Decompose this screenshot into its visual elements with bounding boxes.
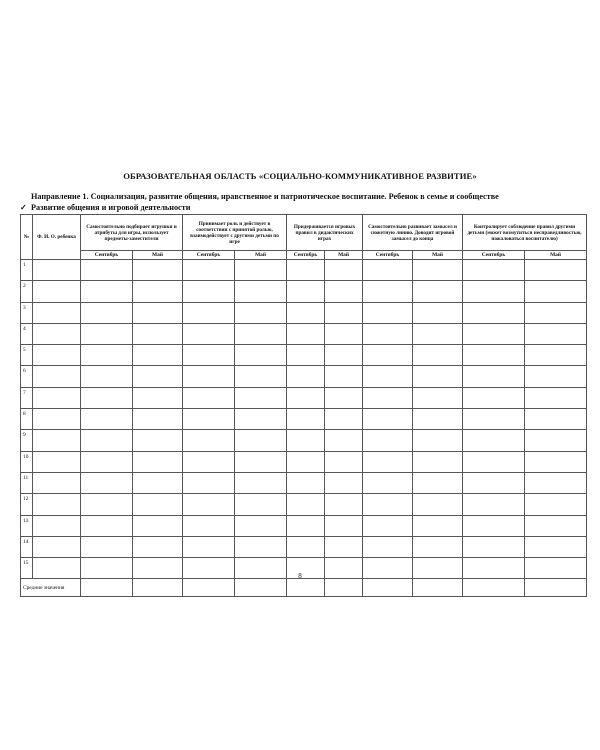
score-cell[interactable] bbox=[235, 494, 287, 515]
score-cell[interactable] bbox=[463, 409, 525, 430]
score-cell[interactable] bbox=[363, 345, 413, 366]
score-cell[interactable] bbox=[183, 260, 235, 281]
score-cell[interactable] bbox=[133, 451, 183, 472]
score-cell[interactable] bbox=[463, 494, 525, 515]
score-cell[interactable] bbox=[183, 472, 235, 493]
score-cell[interactable] bbox=[81, 536, 133, 557]
row-number: 4 bbox=[21, 323, 33, 344]
score-cell[interactable] bbox=[463, 281, 525, 302]
child-name-cell[interactable] bbox=[33, 366, 81, 387]
score-cell[interactable] bbox=[235, 409, 287, 430]
table-body bbox=[21, 260, 587, 597]
table-row bbox=[21, 387, 587, 408]
score-cell[interactable] bbox=[463, 430, 525, 451]
score-cell[interactable] bbox=[325, 430, 363, 451]
score-cell[interactable] bbox=[81, 451, 133, 472]
score-cell[interactable] bbox=[463, 387, 525, 408]
header-child-name: Ф. И. О. ребенка bbox=[33, 215, 81, 260]
section-title: ОБРАЗОВАТЕЛЬНАЯ ОБЛАСТЬ «СОЦИАЛЬНО-КОММУНИКАТИВНОЕ РАЗВИТИЕ» bbox=[123, 171, 477, 181]
period-may: Май bbox=[525, 251, 587, 260]
score-cell[interactable] bbox=[525, 260, 587, 281]
score-cell[interactable] bbox=[133, 430, 183, 451]
score-cell[interactable] bbox=[133, 494, 183, 515]
period-september: Сентябрь bbox=[183, 251, 235, 260]
score-cell[interactable] bbox=[235, 536, 287, 557]
score-cell[interactable] bbox=[133, 345, 183, 366]
child-name-cell[interactable] bbox=[33, 472, 81, 493]
score-cell[interactable] bbox=[463, 472, 525, 493]
score-cell[interactable] bbox=[81, 281, 133, 302]
score-cell[interactable] bbox=[325, 472, 363, 493]
score-cell[interactable] bbox=[287, 430, 325, 451]
score-cell[interactable] bbox=[413, 430, 463, 451]
score-cell[interactable] bbox=[287, 515, 325, 536]
child-name-cell[interactable] bbox=[33, 430, 81, 451]
score-cell[interactable] bbox=[235, 323, 287, 344]
table-row bbox=[21, 494, 587, 515]
score-cell[interactable] bbox=[81, 387, 133, 408]
score-cell[interactable] bbox=[363, 494, 413, 515]
period-may: Май bbox=[133, 251, 183, 260]
score-cell[interactable] bbox=[363, 302, 413, 323]
score-cell[interactable] bbox=[235, 472, 287, 493]
child-name-cell[interactable] bbox=[33, 451, 81, 472]
score-cell[interactable] bbox=[133, 515, 183, 536]
score-cell[interactable] bbox=[413, 536, 463, 557]
score-cell[interactable] bbox=[81, 366, 133, 387]
score-cell[interactable] bbox=[413, 451, 463, 472]
score-cell[interactable] bbox=[183, 302, 235, 323]
period-september: Сентябрь bbox=[287, 251, 325, 260]
score-cell[interactable] bbox=[363, 430, 413, 451]
score-cell[interactable] bbox=[183, 281, 235, 302]
score-cell[interactable] bbox=[525, 345, 587, 366]
score-cell[interactable] bbox=[363, 536, 413, 557]
row-number: 10 bbox=[21, 451, 33, 472]
score-cell[interactable] bbox=[81, 345, 133, 366]
score-cell[interactable] bbox=[183, 515, 235, 536]
row-number: 6 bbox=[21, 366, 33, 387]
checkmark-icon: ✓ bbox=[20, 203, 27, 212]
row-number: 7 bbox=[21, 387, 33, 408]
score-cell[interactable] bbox=[413, 515, 463, 536]
score-cell[interactable] bbox=[183, 387, 235, 408]
subsection-label: Развитие общения и игровой деятельности bbox=[31, 203, 191, 212]
average-label: Средние значения bbox=[21, 579, 81, 597]
child-name-cell[interactable] bbox=[33, 260, 81, 281]
score-cell[interactable] bbox=[235, 387, 287, 408]
score-cell[interactable] bbox=[287, 536, 325, 557]
average-cell[interactable] bbox=[287, 579, 325, 597]
row-number: 15 bbox=[21, 558, 33, 579]
score-cell[interactable] bbox=[525, 323, 587, 344]
page-number: 8 bbox=[298, 572, 302, 580]
period-september: Сентябрь bbox=[81, 251, 133, 260]
row-number: 8 bbox=[21, 409, 33, 430]
score-cell[interactable] bbox=[287, 494, 325, 515]
table-row bbox=[21, 345, 587, 366]
average-cell[interactable] bbox=[183, 579, 235, 597]
row-number: 12 bbox=[21, 494, 33, 515]
period-september: Сентябрь bbox=[463, 251, 525, 260]
score-cell[interactable] bbox=[413, 387, 463, 408]
child-name-cell[interactable] bbox=[33, 515, 81, 536]
score-cell[interactable] bbox=[287, 345, 325, 366]
row-number: 1 bbox=[21, 260, 33, 281]
row-number: 2 bbox=[21, 281, 33, 302]
score-cell[interactable] bbox=[325, 387, 363, 408]
table-row bbox=[21, 302, 587, 323]
score-cell[interactable] bbox=[525, 387, 587, 408]
score-cell[interactable] bbox=[363, 451, 413, 472]
table-row bbox=[21, 409, 587, 430]
score-cell[interactable] bbox=[325, 515, 363, 536]
score-cell[interactable] bbox=[183, 409, 235, 430]
score-cell[interactable] bbox=[325, 345, 363, 366]
row-number: 5 bbox=[21, 345, 33, 366]
score-cell[interactable] bbox=[81, 430, 133, 451]
score-cell[interactable] bbox=[525, 451, 587, 472]
score-cell[interactable] bbox=[81, 472, 133, 493]
child-name-cell[interactable] bbox=[33, 494, 81, 515]
child-name-cell[interactable] bbox=[33, 345, 81, 366]
score-cell[interactable] bbox=[325, 536, 363, 557]
score-cell[interactable] bbox=[183, 345, 235, 366]
score-cell[interactable] bbox=[413, 345, 463, 366]
average-row bbox=[21, 579, 587, 597]
assessment-table bbox=[20, 214, 587, 597]
score-cell[interactable] bbox=[363, 472, 413, 493]
period-may: Май bbox=[325, 251, 363, 260]
score-cell[interactable] bbox=[133, 281, 183, 302]
score-cell[interactable] bbox=[235, 430, 287, 451]
score-cell[interactable] bbox=[235, 260, 287, 281]
score-cell[interactable] bbox=[81, 409, 133, 430]
table-row bbox=[21, 515, 587, 536]
score-cell[interactable] bbox=[363, 281, 413, 302]
score-cell[interactable] bbox=[287, 281, 325, 302]
header-criterion-3: Придерживается игровых правил в дидактических играх bbox=[287, 215, 363, 251]
score-cell[interactable] bbox=[235, 515, 287, 536]
row-number: 14 bbox=[21, 536, 33, 557]
score-cell[interactable] bbox=[413, 409, 463, 430]
average-cell[interactable] bbox=[235, 579, 287, 597]
score-cell[interactable] bbox=[235, 366, 287, 387]
header-number: № bbox=[21, 215, 33, 260]
row-number: 3 bbox=[21, 302, 33, 323]
score-cell[interactable] bbox=[525, 536, 587, 557]
table-row bbox=[21, 451, 587, 472]
score-cell[interactable] bbox=[363, 260, 413, 281]
score-cell[interactable] bbox=[235, 451, 287, 472]
score-cell[interactable] bbox=[463, 323, 525, 344]
average-cell[interactable] bbox=[133, 579, 183, 597]
table-row bbox=[21, 323, 587, 344]
score-cell[interactable] bbox=[363, 366, 413, 387]
period-may: Май bbox=[235, 251, 287, 260]
score-cell[interactable] bbox=[287, 409, 325, 430]
child-name-cell[interactable] bbox=[33, 323, 81, 344]
score-cell[interactable] bbox=[463, 345, 525, 366]
child-name-cell[interactable] bbox=[33, 536, 81, 557]
header-criterion-4: Самостоятельно развивает замысел и сюжетную линию. Доводит игровой замысел до конца bbox=[363, 215, 463, 251]
score-cell[interactable] bbox=[183, 451, 235, 472]
score-cell[interactable] bbox=[81, 323, 133, 344]
period-september: Сентябрь bbox=[363, 251, 413, 260]
table-row bbox=[21, 536, 587, 557]
score-cell[interactable] bbox=[363, 409, 413, 430]
score-cell[interactable] bbox=[363, 515, 413, 536]
average-cell[interactable] bbox=[463, 579, 525, 597]
average-cell[interactable] bbox=[363, 579, 413, 597]
score-cell[interactable] bbox=[413, 260, 463, 281]
row-number: 13 bbox=[21, 515, 33, 536]
score-cell[interactable] bbox=[235, 345, 287, 366]
score-cell[interactable] bbox=[81, 515, 133, 536]
score-cell[interactable] bbox=[525, 281, 587, 302]
score-cell[interactable] bbox=[235, 302, 287, 323]
score-cell[interactable] bbox=[287, 302, 325, 323]
score-cell[interactable] bbox=[133, 323, 183, 344]
score-cell[interactable] bbox=[525, 430, 587, 451]
score-cell[interactable] bbox=[325, 281, 363, 302]
score-cell[interactable] bbox=[413, 366, 463, 387]
score-cell[interactable] bbox=[81, 494, 133, 515]
score-cell[interactable] bbox=[133, 472, 183, 493]
score-cell[interactable] bbox=[325, 366, 363, 387]
score-cell[interactable] bbox=[525, 366, 587, 387]
score-cell[interactable] bbox=[325, 260, 363, 281]
subsection-heading bbox=[20, 202, 190, 212]
score-cell[interactable] bbox=[325, 323, 363, 344]
header-criterion-1: Самостоятельно подбирает игрушки и атрибуты для игры, использует предметы-заместители bbox=[81, 215, 183, 251]
child-name-cell[interactable] bbox=[33, 387, 81, 408]
score-cell[interactable] bbox=[287, 387, 325, 408]
score-cell[interactable] bbox=[325, 451, 363, 472]
score-cell[interactable] bbox=[325, 409, 363, 430]
score-cell[interactable] bbox=[81, 302, 133, 323]
score-cell[interactable] bbox=[325, 494, 363, 515]
score-cell[interactable] bbox=[133, 260, 183, 281]
child-name-cell[interactable] bbox=[33, 281, 81, 302]
score-cell[interactable] bbox=[133, 302, 183, 323]
score-cell[interactable] bbox=[183, 366, 235, 387]
average-cell[interactable] bbox=[325, 579, 363, 597]
table-row bbox=[21, 430, 587, 451]
period-may: Май bbox=[413, 251, 463, 260]
average-cell[interactable] bbox=[413, 579, 463, 597]
score-cell[interactable] bbox=[287, 260, 325, 281]
score-cell[interactable] bbox=[413, 472, 463, 493]
score-cell[interactable] bbox=[413, 494, 463, 515]
score-cell[interactable] bbox=[463, 515, 525, 536]
table-row bbox=[21, 472, 587, 493]
header-criterion-5: Контролирует соблюдение правил другими детьми (может возмутиться несправедливостью, пожаловаться воспитателю) bbox=[463, 215, 587, 251]
score-cell[interactable] bbox=[363, 387, 413, 408]
score-cell[interactable] bbox=[287, 323, 325, 344]
score-cell[interactable] bbox=[413, 323, 463, 344]
score-cell[interactable] bbox=[133, 409, 183, 430]
score-cell[interactable] bbox=[463, 366, 525, 387]
score-cell[interactable] bbox=[463, 260, 525, 281]
period-header-row bbox=[21, 251, 587, 260]
table-row bbox=[21, 366, 587, 387]
score-cell[interactable] bbox=[525, 409, 587, 430]
score-cell[interactable] bbox=[525, 515, 587, 536]
header-criterion-2: Принимает роль и действует в соответствии с принятой ролью, взаимодействует с другими детьми по игре bbox=[183, 215, 287, 251]
score-cell[interactable] bbox=[463, 451, 525, 472]
score-cell[interactable] bbox=[413, 302, 463, 323]
score-cell[interactable] bbox=[463, 536, 525, 557]
table-row bbox=[21, 260, 587, 281]
score-cell[interactable] bbox=[81, 260, 133, 281]
average-cell[interactable] bbox=[525, 579, 587, 597]
row-number: 9 bbox=[21, 430, 33, 451]
score-cell[interactable] bbox=[133, 536, 183, 557]
score-cell[interactable] bbox=[133, 387, 183, 408]
score-cell[interactable] bbox=[463, 302, 525, 323]
child-name-cell[interactable] bbox=[33, 302, 81, 323]
score-cell[interactable] bbox=[363, 323, 413, 344]
score-cell[interactable] bbox=[183, 536, 235, 557]
score-cell[interactable] bbox=[183, 494, 235, 515]
table-row bbox=[21, 281, 587, 302]
score-cell[interactable] bbox=[287, 472, 325, 493]
row-number: 11 bbox=[21, 472, 33, 493]
score-cell[interactable] bbox=[133, 366, 183, 387]
score-cell[interactable] bbox=[525, 494, 587, 515]
score-cell[interactable] bbox=[287, 366, 325, 387]
score-cell[interactable] bbox=[183, 323, 235, 344]
score-cell[interactable] bbox=[235, 281, 287, 302]
score-cell[interactable] bbox=[325, 302, 363, 323]
child-name-cell[interactable] bbox=[33, 409, 81, 430]
direction-heading: Направление 1. Социализация, развитие общения, нравственное и патриотическое воспитание. Ребенок в семье и сообществе bbox=[31, 192, 499, 201]
average-cell[interactable] bbox=[81, 579, 133, 597]
score-cell[interactable] bbox=[287, 451, 325, 472]
score-cell[interactable] bbox=[183, 430, 235, 451]
score-cell[interactable] bbox=[413, 281, 463, 302]
score-cell[interactable] bbox=[525, 472, 587, 493]
score-cell[interactable] bbox=[525, 302, 587, 323]
